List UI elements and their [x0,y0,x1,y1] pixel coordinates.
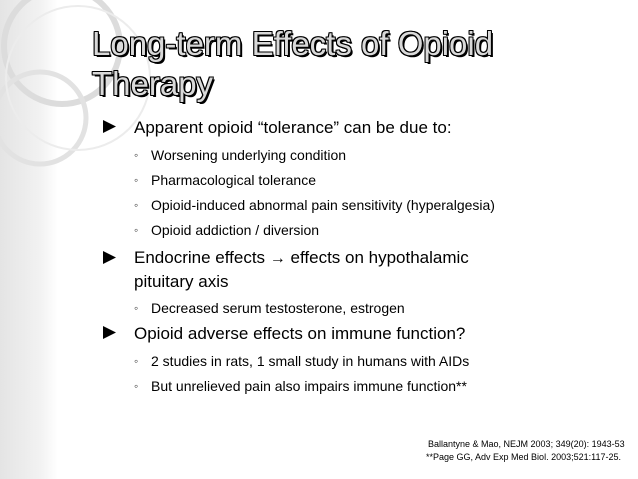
bullet-arrow-icon [103,251,116,264]
bullet-endocrine-line2: pituitary axis [134,272,229,291]
bullet-endocrine-text-after: effects on hypothalamic [290,248,469,267]
sub-bullet-icon: ◦ [134,173,139,187]
reference-2: **Page GG, Adv Exp Med Biol. 2003;521:117-25. [426,452,621,462]
right-arrow-icon: → [269,250,286,267]
sub-bullet-item: Decreased serum testosterone, estrogen [151,300,405,316]
bullet-arrow-icon [103,326,116,339]
bullet-endocrine-text: Endocrine effects [134,248,266,267]
slide-title: Long-term Effects of Opioid Therapy [92,25,494,102]
sub-bullet-item: But unrelieved pain also impairs immune function** [151,378,467,394]
sub-bullet-icon: ◦ [134,223,139,237]
sub-bullet-item: Opioid addiction / diversion [151,222,320,238]
sub-bullet-item: Worsening underlying condition [151,147,347,163]
sub-bullet-icon: ◦ [134,301,139,315]
sub-bullet-icon: ◦ [134,379,139,393]
bullet-immune: Opioid adverse effects on immune function? [134,324,466,343]
reference-1: Ballantyne & Mao, NEJM 2003; 349(20): 1943-53 [428,439,625,449]
bullet-endocrine [134,246,594,293]
bullet-tolerance: Apparent opioid “tolerance” can be due to: [134,118,452,137]
sub-bullet-icon: ◦ [134,148,139,162]
sub-bullet-item: 2 studies in rats, 1 small study in humans with AIDs [151,353,470,369]
sub-bullet-icon: ◦ [134,198,139,212]
sub-bullet-item: Pharmacological tolerance [151,172,316,188]
sub-bullet-icon: ◦ [134,354,139,368]
sub-bullet-item: Opioid-induced abnormal pain sensitivity (hyperalgesia) [151,197,495,213]
